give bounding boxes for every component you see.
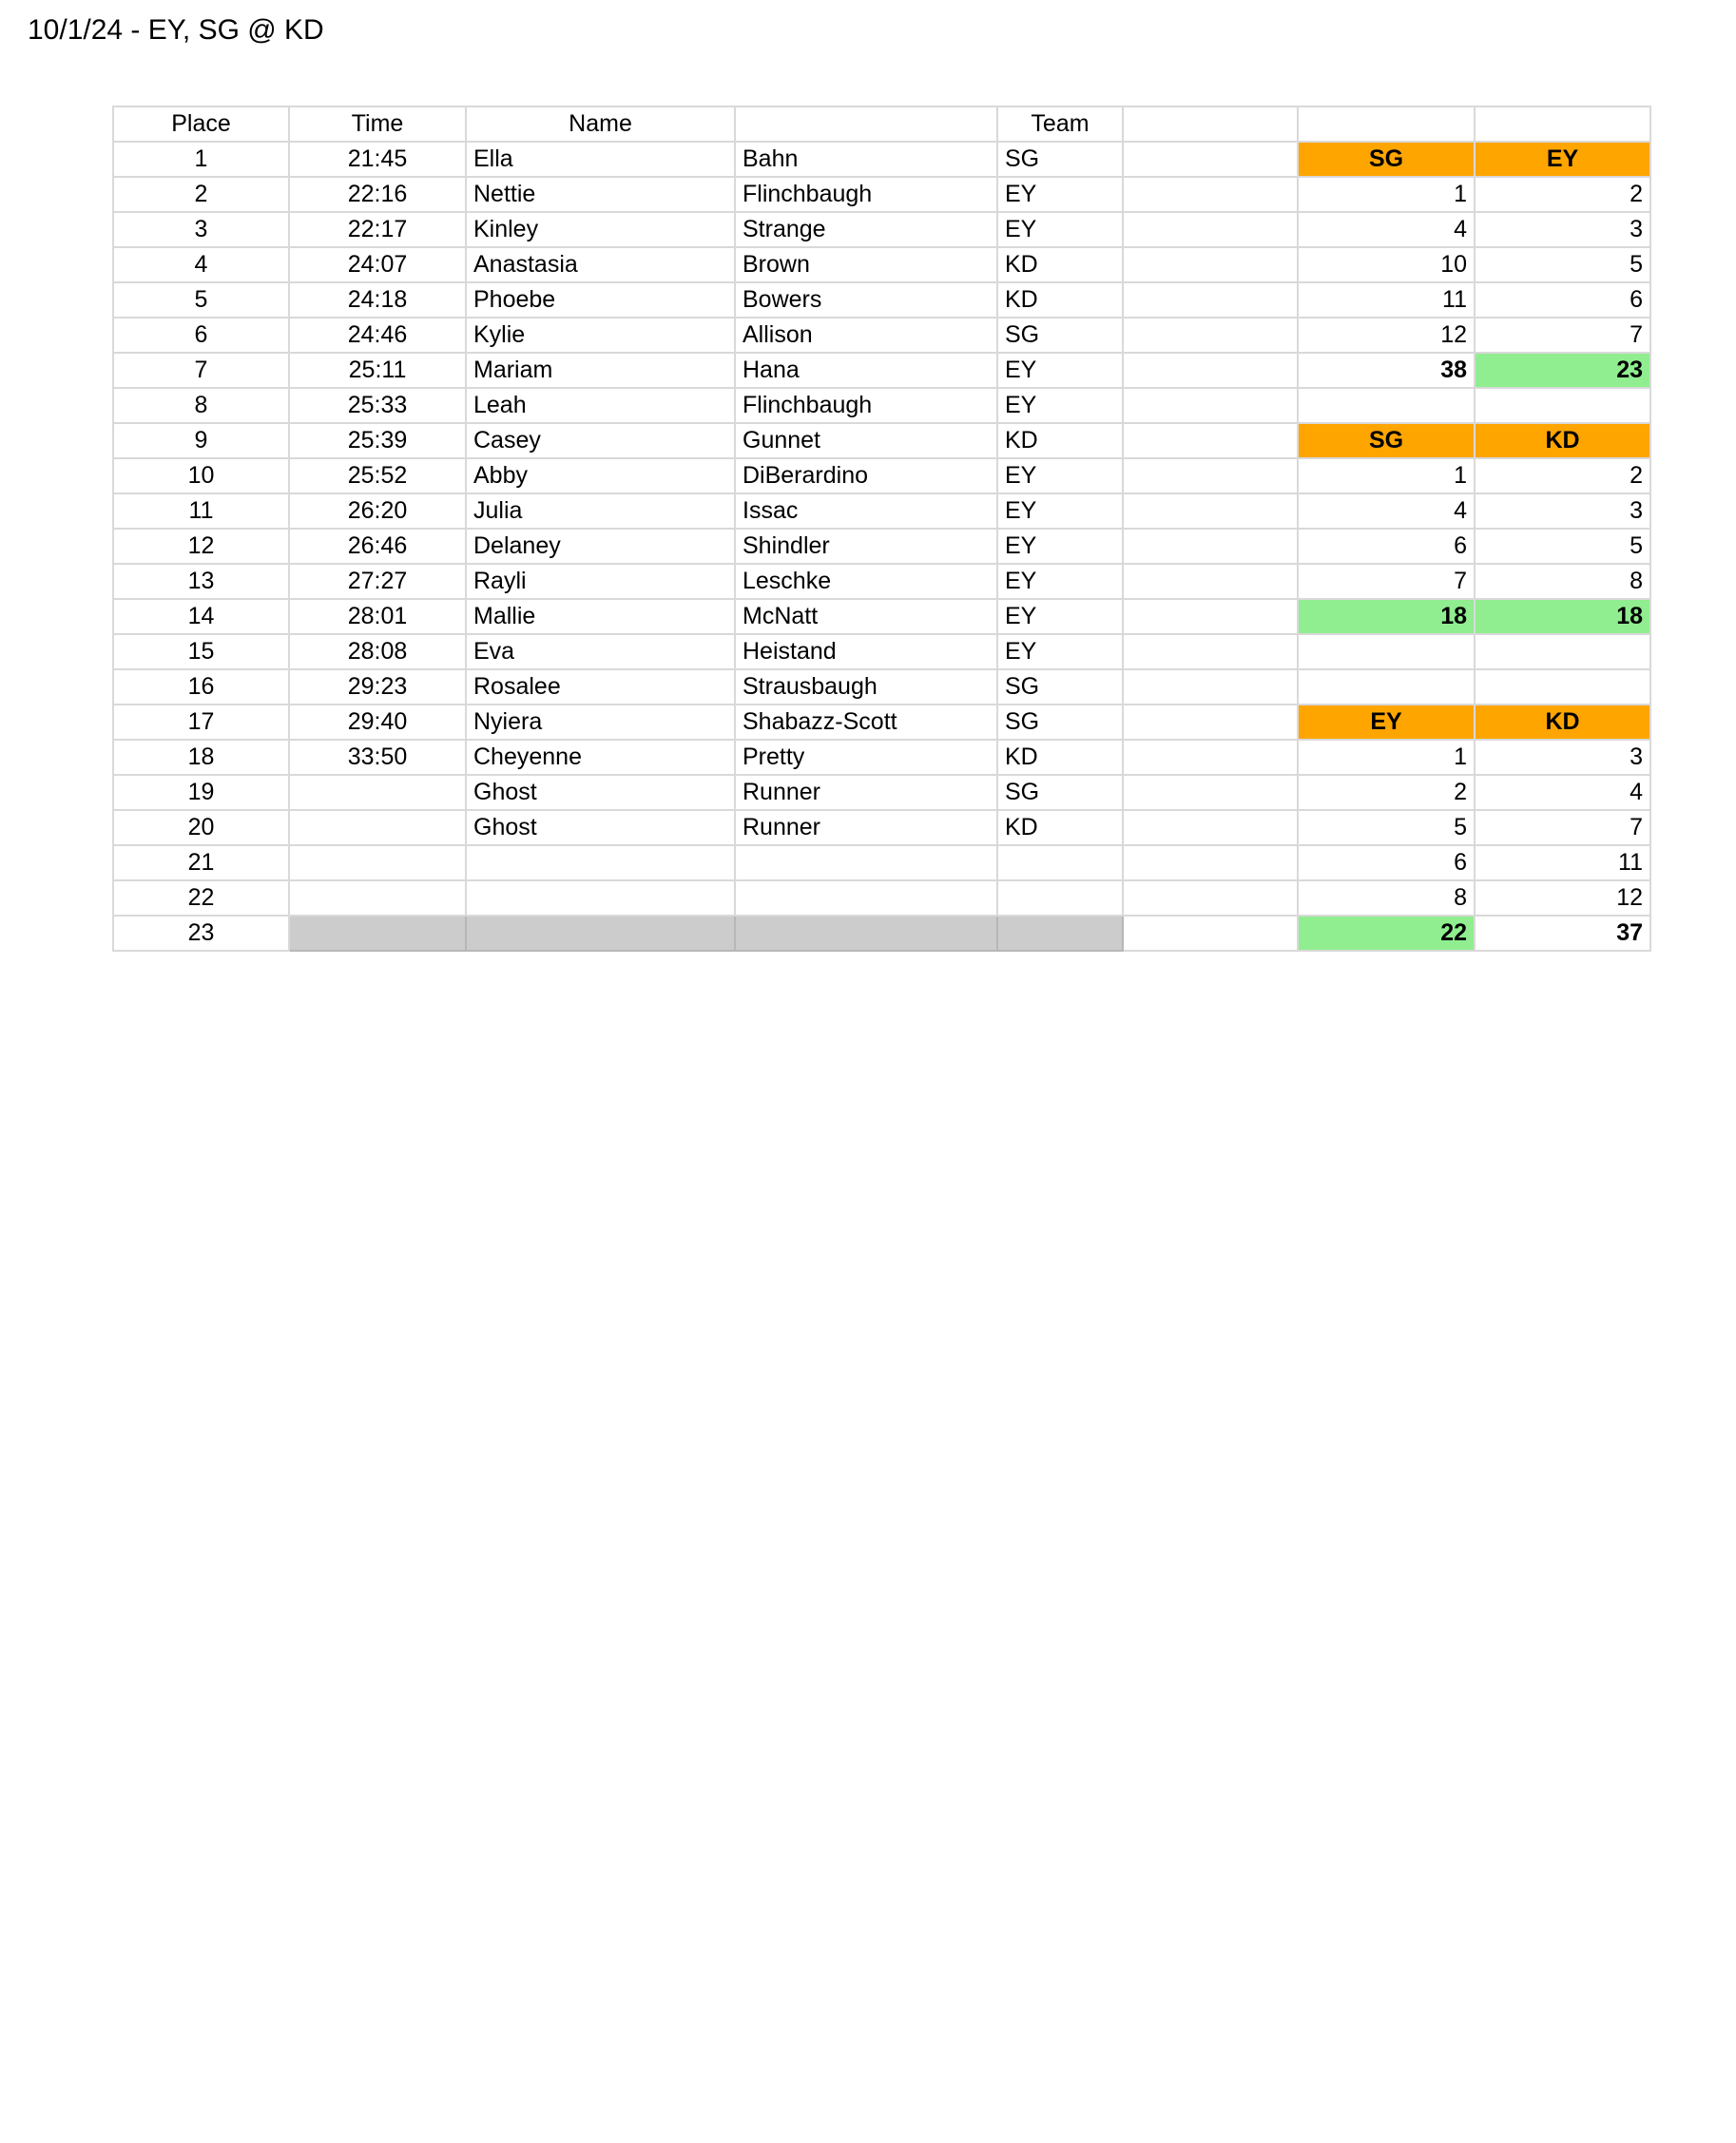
place-cell[interactable]: 3 (113, 212, 289, 247)
first-name-cell[interactable]: Delaney (466, 529, 735, 564)
team-cell[interactable]: EY (997, 353, 1123, 388)
score-b-cell[interactable]: KD (1475, 705, 1650, 740)
blank-cell[interactable] (1123, 775, 1298, 810)
team-cell[interactable]: KD (997, 740, 1123, 775)
first-name-cell[interactable]: Mariam (466, 353, 735, 388)
blank-cell[interactable] (1123, 353, 1298, 388)
score-a-cell[interactable]: 7 (1298, 564, 1475, 599)
team-cell[interactable]: SG (997, 705, 1123, 740)
score-a-cell[interactable]: 1 (1298, 740, 1475, 775)
table-row (113, 247, 1650, 282)
blank-cell[interactable] (1123, 916, 1298, 951)
last-name-cell[interactable]: Issac (735, 493, 997, 529)
table-row (113, 845, 1650, 880)
header-last-name[interactable] (735, 106, 997, 142)
first-name-cell[interactable]: Mallie (466, 599, 735, 634)
last-name-cell[interactable] (735, 845, 997, 880)
time-cell[interactable]: 24:46 (289, 318, 466, 353)
team-cell[interactable] (997, 845, 1123, 880)
table-row (113, 740, 1650, 775)
table-row (113, 388, 1650, 423)
place-cell[interactable]: 6 (113, 318, 289, 353)
table-row (113, 318, 1650, 353)
team-cell[interactable]: SG (997, 318, 1123, 353)
score-b-cell[interactable]: 5 (1475, 247, 1650, 282)
place-cell[interactable]: 9 (113, 423, 289, 458)
last-name-cell[interactable]: Runner (735, 775, 997, 810)
table-row (113, 423, 1650, 458)
score-a-cell[interactable]: 12 (1298, 318, 1475, 353)
score-b-cell[interactable] (1475, 634, 1650, 669)
first-name-cell[interactable] (466, 845, 735, 880)
place-cell[interactable]: 17 (113, 705, 289, 740)
blank-cell[interactable] (1123, 810, 1298, 845)
last-name-cell[interactable]: Strange (735, 212, 997, 247)
blank-cell[interactable] (1123, 845, 1298, 880)
team-cell[interactable]: EY (997, 564, 1123, 599)
first-name-cell[interactable]: Nettie (466, 177, 735, 212)
table-row (113, 142, 1650, 177)
first-name-cell[interactable]: Kinley (466, 212, 735, 247)
place-cell[interactable]: 2 (113, 177, 289, 212)
place-cell[interactable]: 8 (113, 388, 289, 423)
score-b-cell[interactable]: 4 (1475, 775, 1650, 810)
time-cell[interactable]: 33:50 (289, 740, 466, 775)
first-name-cell[interactable] (466, 916, 735, 951)
table-row (113, 282, 1650, 318)
header-place[interactable]: Place (113, 106, 289, 142)
place-cell[interactable]: 14 (113, 599, 289, 634)
team-cell[interactable]: EY (997, 177, 1123, 212)
blank-cell[interactable] (1123, 880, 1298, 916)
score-a-cell[interactable]: 4 (1298, 493, 1475, 529)
time-cell[interactable]: 21:45 (289, 142, 466, 177)
score-b-cell[interactable]: 2 (1475, 177, 1650, 212)
team-cell[interactable]: EY (997, 634, 1123, 669)
last-name-cell[interactable]: DiBerardino (735, 458, 997, 493)
score-b-cell[interactable]: 18 (1475, 599, 1650, 634)
blank-cell[interactable] (1123, 318, 1298, 353)
first-name-cell[interactable]: Eva (466, 634, 735, 669)
place-cell[interactable]: 10 (113, 458, 289, 493)
place-cell[interactable]: 12 (113, 529, 289, 564)
blank-cell[interactable] (1123, 493, 1298, 529)
score-b-cell[interactable]: 37 (1475, 916, 1650, 951)
team-cell[interactable]: KD (997, 810, 1123, 845)
score-b-cell[interactable] (1475, 388, 1650, 423)
blank-cell[interactable] (1123, 212, 1298, 247)
place-cell[interactable]: 5 (113, 282, 289, 318)
blank-cell[interactable] (1123, 740, 1298, 775)
score-b-cell[interactable]: 11 (1475, 845, 1650, 880)
last-name-cell[interactable]: Flinchbaugh (735, 177, 997, 212)
score-a-cell[interactable]: 38 (1298, 353, 1475, 388)
table-row (113, 634, 1650, 669)
last-name-cell[interactable]: Leschke (735, 564, 997, 599)
last-name-cell[interactable]: Brown (735, 247, 997, 282)
blank-cell[interactable] (1123, 282, 1298, 318)
team-cell[interactable]: SG (997, 775, 1123, 810)
score-a-cell[interactable] (1298, 669, 1475, 705)
place-cell[interactable]: 18 (113, 740, 289, 775)
blank-cell[interactable] (1123, 177, 1298, 212)
blank-cell[interactable] (1123, 529, 1298, 564)
header-team[interactable]: Team (997, 106, 1123, 142)
place-cell[interactable]: 19 (113, 775, 289, 810)
table-row (113, 529, 1650, 564)
score-b-cell[interactable]: 7 (1475, 318, 1650, 353)
score-a-cell[interactable]: 8 (1298, 880, 1475, 916)
last-name-cell[interactable]: Shindler (735, 529, 997, 564)
first-name-cell[interactable]: Ghost (466, 775, 735, 810)
team-cell[interactable]: EY (997, 529, 1123, 564)
team-cell[interactable]: EY (997, 599, 1123, 634)
results-table (112, 106, 1651, 952)
score-b-cell[interactable] (1475, 669, 1650, 705)
time-cell[interactable]: 29:23 (289, 669, 466, 705)
score-a-cell[interactable]: 11 (1298, 282, 1475, 318)
time-cell[interactable]: 22:16 (289, 177, 466, 212)
time-cell[interactable]: 25:11 (289, 353, 466, 388)
first-name-cell[interactable]: Nyiera (466, 705, 735, 740)
table-row (113, 458, 1650, 493)
team-cell[interactable] (997, 880, 1123, 916)
time-cell[interactable]: 28:08 (289, 634, 466, 669)
header-name[interactable]: Name (466, 106, 735, 142)
last-name-cell[interactable]: Bahn (735, 142, 997, 177)
table-row (113, 353, 1650, 388)
score-a-cell[interactable] (1298, 388, 1475, 423)
time-cell[interactable]: 24:07 (289, 247, 466, 282)
blank-cell[interactable] (1123, 564, 1298, 599)
last-name-cell[interactable]: Strausbaugh (735, 669, 997, 705)
blank-cell[interactable] (1123, 669, 1298, 705)
first-name-cell[interactable]: Ghost (466, 810, 735, 845)
score-b-cell[interactable]: KD (1475, 423, 1650, 458)
last-name-cell[interactable]: Pretty (735, 740, 997, 775)
place-cell[interactable]: 21 (113, 845, 289, 880)
table-row (113, 916, 1650, 951)
score-b-cell[interactable]: EY (1475, 142, 1650, 177)
team-cell[interactable]: EY (997, 388, 1123, 423)
time-cell[interactable] (289, 880, 466, 916)
table-row (113, 493, 1650, 529)
first-name-cell[interactable]: Casey (466, 423, 735, 458)
time-cell[interactable] (289, 810, 466, 845)
last-name-cell[interactable] (735, 880, 997, 916)
first-name-cell[interactable]: Julia (466, 493, 735, 529)
score-a-cell[interactable]: SG (1298, 423, 1475, 458)
header-score-b[interactable] (1475, 106, 1650, 142)
place-cell[interactable]: 15 (113, 634, 289, 669)
team-cell[interactable]: SG (997, 669, 1123, 705)
score-b-cell[interactable]: 3 (1475, 740, 1650, 775)
time-cell[interactable]: 26:46 (289, 529, 466, 564)
first-name-cell[interactable]: Anastasia (466, 247, 735, 282)
first-name-cell[interactable] (466, 880, 735, 916)
time-cell[interactable] (289, 775, 466, 810)
score-a-cell[interactable]: 1 (1298, 458, 1475, 493)
blank-cell[interactable] (1123, 599, 1298, 634)
time-cell[interactable]: 25:33 (289, 388, 466, 423)
first-name-cell[interactable]: Abby (466, 458, 735, 493)
score-a-cell[interactable] (1298, 634, 1475, 669)
place-cell[interactable]: 22 (113, 880, 289, 916)
last-name-cell[interactable]: Heistand (735, 634, 997, 669)
team-cell[interactable]: SG (997, 142, 1123, 177)
score-b-cell[interactable]: 6 (1475, 282, 1650, 318)
header-time[interactable]: Time (289, 106, 466, 142)
time-cell[interactable]: 26:20 (289, 493, 466, 529)
last-name-cell[interactable]: McNatt (735, 599, 997, 634)
time-cell[interactable]: 28:01 (289, 599, 466, 634)
score-a-cell[interactable]: 2 (1298, 775, 1475, 810)
time-cell[interactable]: 27:27 (289, 564, 466, 599)
header-row (113, 106, 1650, 142)
first-name-cell[interactable]: Ella (466, 142, 735, 177)
last-name-cell[interactable]: Allison (735, 318, 997, 353)
score-a-cell[interactable]: 18 (1298, 599, 1475, 634)
table-row (113, 880, 1650, 916)
first-name-cell[interactable]: Rosalee (466, 669, 735, 705)
blank-cell[interactable] (1123, 423, 1298, 458)
time-cell[interactable] (289, 916, 466, 951)
header-blank[interactable] (1123, 106, 1298, 142)
blank-cell[interactable] (1123, 247, 1298, 282)
last-name-cell[interactable] (735, 916, 997, 951)
table-row (113, 810, 1650, 845)
first-name-cell[interactable]: Leah (466, 388, 735, 423)
first-name-cell[interactable]: Rayli (466, 564, 735, 599)
score-b-cell[interactable]: 5 (1475, 529, 1650, 564)
last-name-cell[interactable]: Shabazz-Scott (735, 705, 997, 740)
table-row (113, 669, 1650, 705)
blank-cell[interactable] (1123, 634, 1298, 669)
blank-cell[interactable] (1123, 388, 1298, 423)
header-score-a[interactable] (1298, 106, 1475, 142)
place-cell[interactable]: 13 (113, 564, 289, 599)
first-name-cell[interactable]: Cheyenne (466, 740, 735, 775)
score-b-cell[interactable]: 8 (1475, 564, 1650, 599)
time-cell[interactable]: 24:18 (289, 282, 466, 318)
first-name-cell[interactable]: Kylie (466, 318, 735, 353)
table-row (113, 775, 1650, 810)
table-row (113, 212, 1650, 247)
blank-cell[interactable] (1123, 458, 1298, 493)
table-row (113, 705, 1650, 740)
last-name-cell[interactable]: Flinchbaugh (735, 388, 997, 423)
score-a-cell[interactable]: 6 (1298, 845, 1475, 880)
team-cell[interactable] (997, 916, 1123, 951)
table-row (113, 564, 1650, 599)
score-a-cell[interactable]: SG (1298, 142, 1475, 177)
score-b-cell[interactable]: 3 (1475, 493, 1650, 529)
place-cell[interactable]: 20 (113, 810, 289, 845)
score-a-cell[interactable]: 1 (1298, 177, 1475, 212)
team-cell[interactable]: KD (997, 282, 1123, 318)
score-a-cell[interactable]: 6 (1298, 529, 1475, 564)
place-cell[interactable]: 23 (113, 916, 289, 951)
score-b-cell[interactable]: 23 (1475, 353, 1650, 388)
score-b-cell[interactable]: 7 (1475, 810, 1650, 845)
blank-cell[interactable] (1123, 142, 1298, 177)
team-cell[interactable]: EY (997, 493, 1123, 529)
table-row (113, 599, 1650, 634)
place-cell[interactable]: 11 (113, 493, 289, 529)
score-b-cell[interactable]: 3 (1475, 212, 1650, 247)
last-name-cell[interactable]: Bowers (735, 282, 997, 318)
place-cell[interactable]: 4 (113, 247, 289, 282)
time-cell[interactable]: 29:40 (289, 705, 466, 740)
time-cell[interactable]: 25:52 (289, 458, 466, 493)
last-name-cell[interactable]: Hana (735, 353, 997, 388)
time-cell[interactable]: 22:17 (289, 212, 466, 247)
team-cell[interactable]: KD (997, 247, 1123, 282)
score-b-cell[interactable]: 12 (1475, 880, 1650, 916)
time-cell[interactable] (289, 845, 466, 880)
time-cell[interactable]: 25:39 (289, 423, 466, 458)
team-cell[interactable]: EY (997, 458, 1123, 493)
score-a-cell[interactable]: 10 (1298, 247, 1475, 282)
score-b-cell[interactable]: 2 (1475, 458, 1650, 493)
team-cell[interactable]: EY (997, 212, 1123, 247)
score-a-cell[interactable]: 22 (1298, 916, 1475, 951)
page-title: 10/1/24 - EY, SG @ KD (28, 14, 324, 46)
blank-cell[interactable] (1123, 705, 1298, 740)
last-name-cell[interactable]: Runner (735, 810, 997, 845)
first-name-cell[interactable]: Phoebe (466, 282, 735, 318)
place-cell[interactable]: 7 (113, 353, 289, 388)
last-name-cell[interactable]: Gunnet (735, 423, 997, 458)
score-a-cell[interactable]: 5 (1298, 810, 1475, 845)
team-cell[interactable]: KD (997, 423, 1123, 458)
place-cell[interactable]: 1 (113, 142, 289, 177)
place-cell[interactable]: 16 (113, 669, 289, 705)
score-a-cell[interactable]: EY (1298, 705, 1475, 740)
table-row (113, 177, 1650, 212)
score-a-cell[interactable]: 4 (1298, 212, 1475, 247)
